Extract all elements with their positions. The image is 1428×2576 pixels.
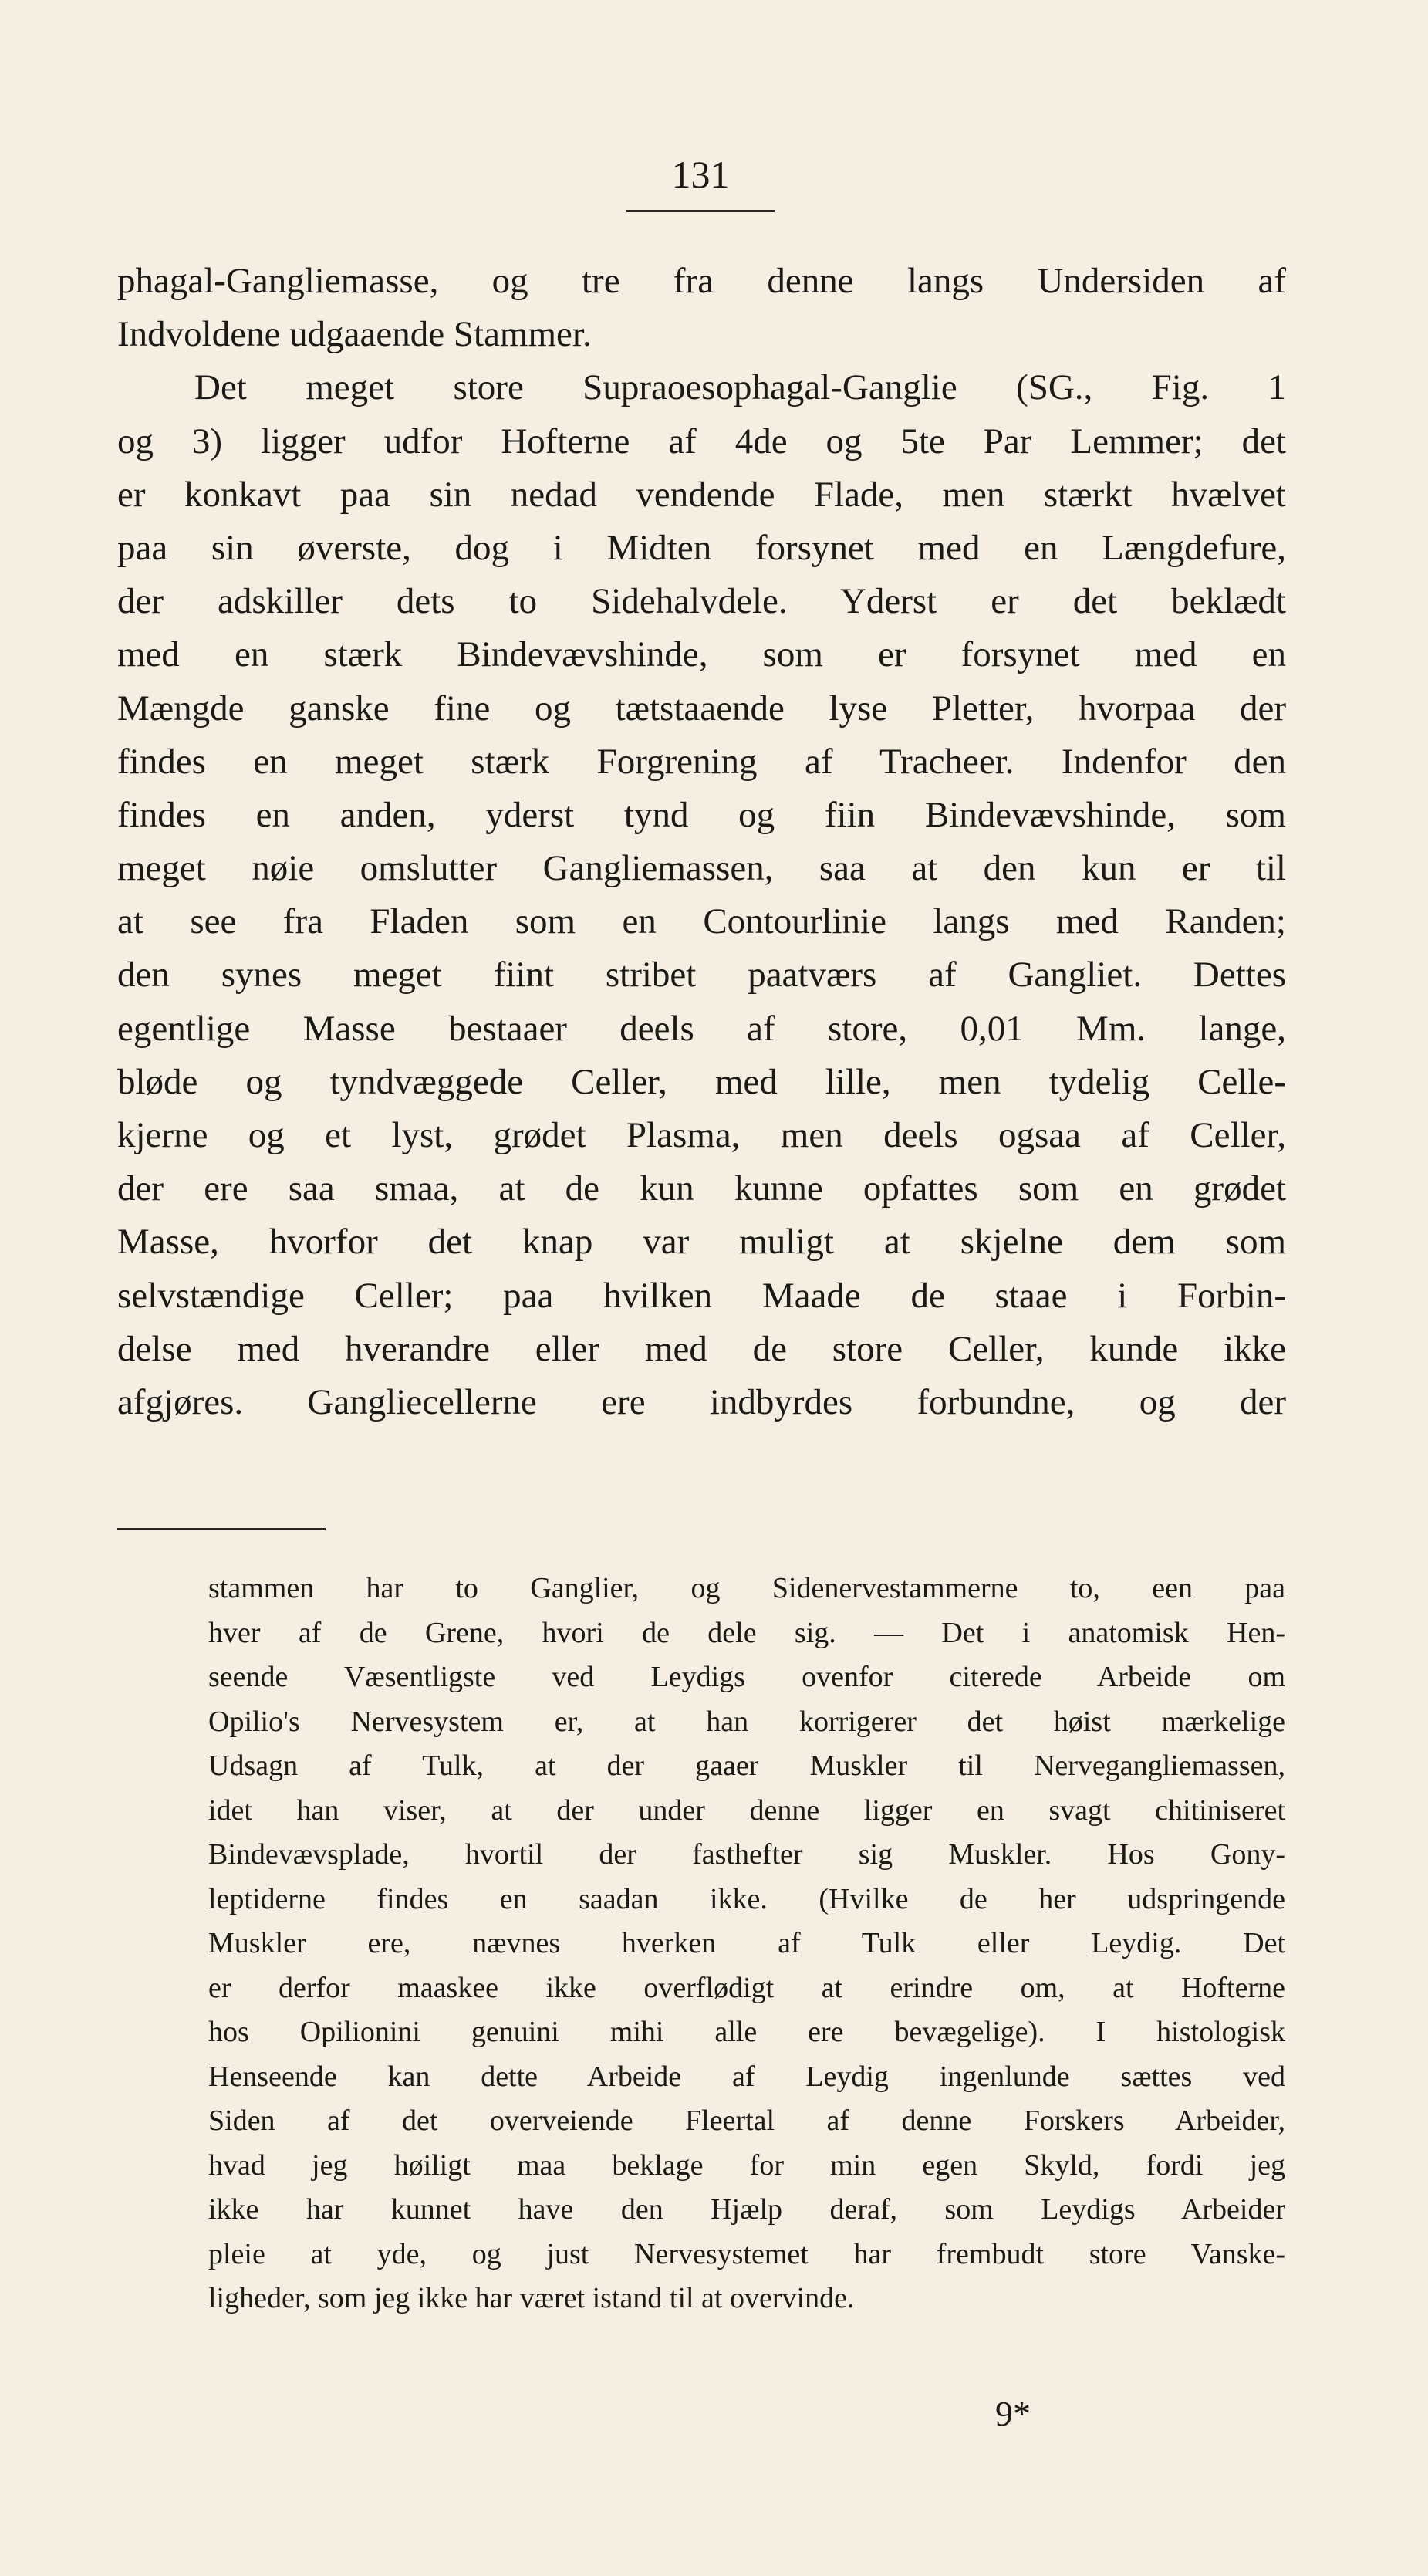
signature-mark: 9* <box>995 2394 1031 2433</box>
body-line: phagal-Gangliemasse, og tre fra denne langs Undersiden af <box>117 261 1286 301</box>
footnote-line: ligheder, som jeg ikke har været istand til at overvinde. <box>208 2282 855 2314</box>
page-number: 131 <box>671 153 730 196</box>
body-line: der adskiller dets to Sidehalvdele. Yderst er det beklædt <box>117 581 1286 622</box>
body-line: der ere saa smaa, at de kun kunne opfattes som en grødet <box>117 1168 1286 1209</box>
footnote-line: Opilio's Nervesystem er, at han korrigerer det høist mærkelige <box>208 1705 1285 1738</box>
body-line: findes en anden, yderst tynd og fiin Bindevævshinde, som <box>117 794 1286 835</box>
body-line: kjerne og et lyst, grødet Plasma, men deels ogsaa af Celler, <box>117 1115 1286 1155</box>
footnote-line: stammen har to Ganglier, og Sidenervestammerne to, een paa <box>208 1572 1285 1604</box>
body-line: den synes meget fiint stribet paatværs af Gangliet. Dettes <box>117 955 1286 996</box>
body-text <box>117 255 1286 1429</box>
footnote-line: Muskler ere, nævnes hverken af Tulk eller Leydig. Det <box>208 1927 1285 1959</box>
body-line: paa sin øverste, dog i Midten forsynet med en Længdefure, <box>117 527 1286 568</box>
body-line: med en stærk Bindevævshinde, som er forsynet med en <box>117 634 1286 675</box>
body-line: findes en meget stærk Forgrening af Tracheer. Indenfor den <box>117 741 1286 782</box>
body-line: afgjøres. Gangliecellerne ere indbyrdes forbundne, og der <box>117 1381 1286 1422</box>
footnote-line: er derfor maaskee ikke overflødigt at erindre om, at Hofterne <box>208 1971 1285 2004</box>
body-line: selvstændige Celler; paa hvilken Maade de staae i Forbin- <box>117 1275 1286 1316</box>
body-line: meget nøie omslutter Gangliemassen, saa at den kun er til <box>117 848 1286 889</box>
footnote-line: pleie at yde, og just Nervesystemet har frembudt store Vanske- <box>208 2237 1285 2270</box>
body-line: delse med hverandre eller med de store Celler, kunde ikke <box>117 1328 1286 1369</box>
body-line: bløde og tyndvæggede Celler, med lille, men tydelig Celle- <box>117 1061 1286 1102</box>
footnote-line: hver af de Grene, hvori de dele sig. — Det i anatomisk Hen- <box>208 1616 1285 1649</box>
footnote-text <box>208 1567 1285 2321</box>
page-number-rule <box>626 210 775 212</box>
body-line: egentlige Masse bestaaer deels af store, 0,01 Mm. lange, <box>117 1008 1286 1049</box>
body-line: og 3) ligger udfor Hofterne af 4de og 5te Par Lemmer; det <box>117 421 1286 461</box>
footnote-line: Bindevævsplade, hvortil der fasthefter sig Muskler. Hos Gony- <box>208 1838 1285 1871</box>
footnote-line: Henseende kan dette Arbeide af Leydig ingenlunde sættes ved <box>208 2060 1285 2093</box>
footnote-line: leptiderne findes en saadan ikke. (Hvilke de her udspringende <box>208 1882 1285 1915</box>
body-line: Masse, hvorfor det knap var muligt at skjelne dem som <box>117 1222 1286 1263</box>
footnote-line: Udsagn af Tulk, at der gaaer Muskler til Nervegangliemassen, <box>208 1749 1285 1782</box>
footnote-line: idet han viser, at der under denne ligger en svagt chitiniseret <box>208 1793 1285 1827</box>
body-line: Mængde ganske fine og tætstaaende lyse Pletter, hvorpaa der <box>117 688 1286 729</box>
footnote-line: Siden af det overveiende Fleertal af denne Forskers Arbeider, <box>208 2104 1285 2137</box>
footnote-rule <box>117 1528 326 1530</box>
body-line: Det meget store Supraoesophagal-Ganglie (SG., Fig. 1 <box>194 367 1286 408</box>
footnote-line: hos Opilionini genuini mihi alle ere bevægelige). I histologisk <box>208 2016 1285 2048</box>
body-line: Indvoldene udgaaende Stammer. <box>117 314 592 355</box>
footnote-line: ikke har kunnet have den Hjælp deraf, som Leydigs Arbeider <box>208 2193 1285 2226</box>
footnote-line: hvad jeg høiligt maa beklage for min egen Skyld, fordi jeg <box>208 2148 1285 2182</box>
body-line: er konkavt paa sin nedad vendende Flade, men stærkt hvælvet <box>117 474 1286 515</box>
body-line: at see fra Fladen som en Contourlinie langs med Randen; <box>117 901 1286 942</box>
footnote-line: seende Væsentligste ved Leydigs ovenfor citerede Arbeide om <box>208 1661 1285 1693</box>
